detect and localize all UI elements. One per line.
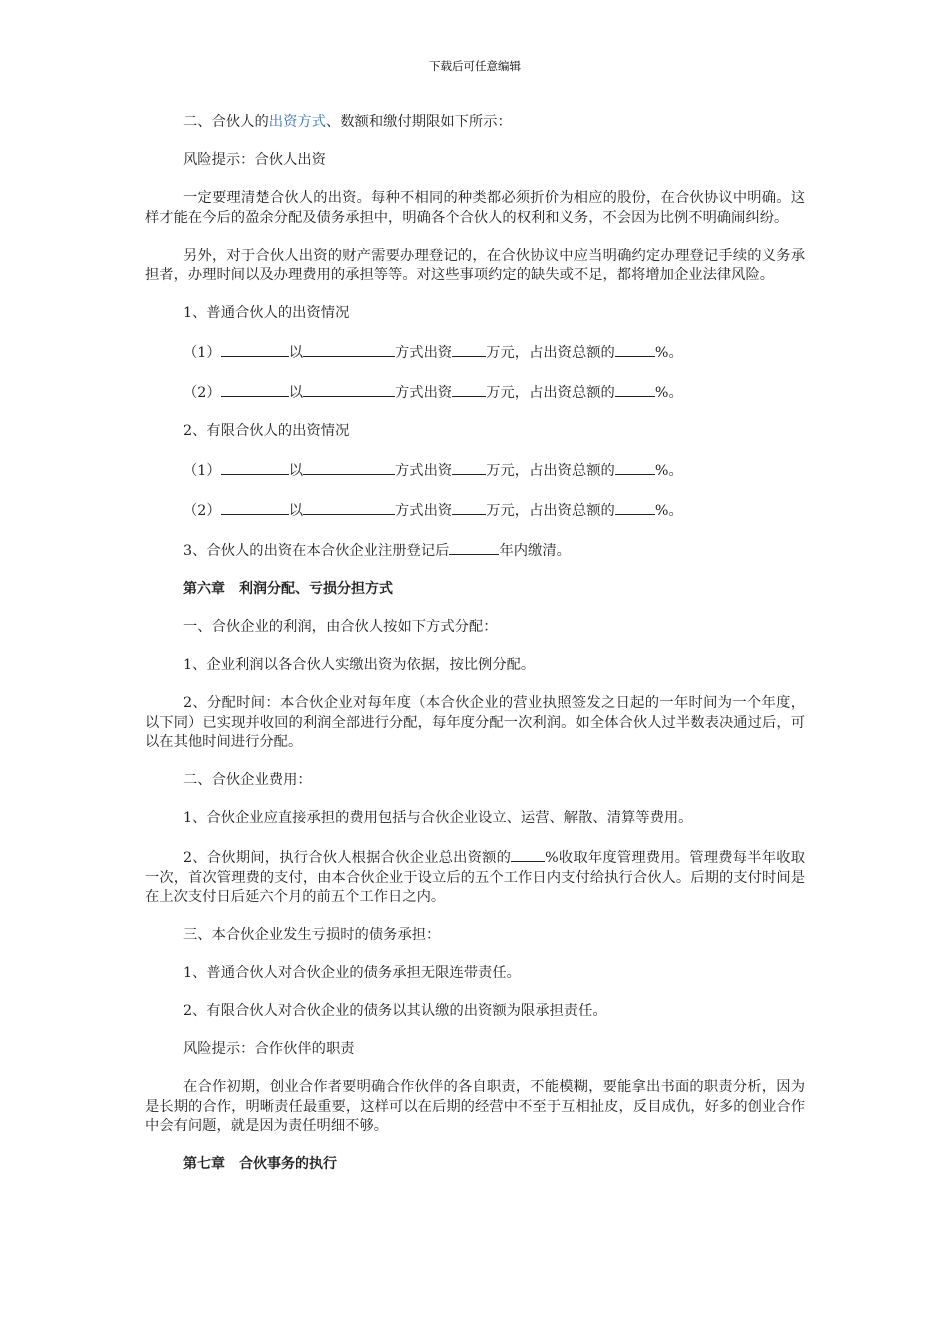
text-segment: （1） bbox=[183, 345, 221, 361]
text-segment: 以 bbox=[288, 503, 303, 519]
text-segment: %。 bbox=[654, 345, 683, 361]
paragraph: 1、企业利润以各合伙人实缴出资为依据，按比例分配。 bbox=[183, 657, 536, 673]
risk-tip-heading: 风险提示：合作伙伴的职责 bbox=[183, 1041, 355, 1057]
fill-in-row bbox=[145, 382, 805, 404]
paragraph: 1、普通合伙人的出资情况 bbox=[183, 305, 350, 321]
blank-field bbox=[615, 500, 655, 515]
document-body bbox=[145, 113, 805, 1193]
fill-in-row bbox=[145, 540, 805, 562]
paragraph: 三、本合伙企业发生亏损时的债务承担： bbox=[183, 927, 441, 943]
text-segment: 年内缴清。 bbox=[499, 543, 571, 559]
blank-field bbox=[303, 342, 395, 357]
text-segment: 万元，占出资总额的 bbox=[486, 345, 615, 361]
text-segment: 方式出资 bbox=[395, 463, 453, 479]
text-segment: 方式出资 bbox=[395, 385, 453, 401]
text-segment: 以 bbox=[288, 345, 303, 361]
blank-field bbox=[221, 342, 289, 357]
blank-field bbox=[615, 342, 655, 357]
fill-in-row bbox=[145, 460, 805, 482]
paragraph: 2、有限合伙人对合伙企业的债务以其认缴的出资额为限承担责任。 bbox=[183, 1003, 607, 1019]
blank-field bbox=[452, 342, 486, 357]
paragraph: 1、合伙企业应直接承担的费用包括与合伙企业设立、运营、解散、清算等费用。 bbox=[183, 810, 693, 826]
blank-field bbox=[452, 382, 486, 397]
text-segment: 万元，占出资总额的 bbox=[486, 503, 615, 519]
blank-field bbox=[303, 500, 395, 515]
text-segment: 3、合伙人的出资在本合伙企业注册登记后 bbox=[183, 543, 450, 559]
text-segment: （2） bbox=[183, 385, 221, 401]
text-segment: 方式出资 bbox=[395, 345, 453, 361]
fill-in-row bbox=[145, 500, 805, 522]
paragraph-management-fee bbox=[145, 847, 805, 908]
fill-in-row bbox=[145, 342, 805, 364]
paragraph: 一定要理清楚合伙人的出资。每种不相同的种类都必须折价为相应的股份，在合伙协议中明确。这样才能在今后的盈余分配及债务承担中，明确各个合伙人的权利和义务，不会因为比例不明确闹纠纷。 bbox=[145, 190, 805, 226]
page-header: 下载后可任意编辑 bbox=[429, 59, 521, 73]
text-segment: 2、合伙期间，执行合伙人根据合伙企业总出资额的 bbox=[183, 850, 512, 866]
risk-tip-heading: 风险提示：合伙人出资 bbox=[183, 152, 326, 168]
blank-field bbox=[303, 460, 395, 475]
text-segment: 以 bbox=[288, 385, 303, 401]
blank-field bbox=[221, 460, 289, 475]
blank-field bbox=[303, 382, 395, 397]
paragraph: 一、合伙企业的利润，由合伙人按如下方式分配： bbox=[183, 619, 498, 635]
blank-field bbox=[615, 460, 655, 475]
chapter-seven-heading: 第七章 合伙事务的执行 bbox=[183, 1156, 337, 1172]
chapter-six-heading: 第六章 利润分配、亏损分担方式 bbox=[183, 581, 393, 597]
text-segment: 万元，占出资总额的 bbox=[486, 463, 615, 479]
paragraph: 2、有限合伙人的出资情况 bbox=[183, 423, 350, 439]
paragraph: 2、分配时间：本合伙企业对每年度（本合伙企业的营业执照签发之日起的一年时间为一个年度，以下同）已实现并收回的利润全部进行分配，每年度分配一次利润。如全体合伙人过半数表决通过后，可以在其他时间进行分配。 bbox=[145, 695, 805, 750]
text-segment: 二、合伙人的 bbox=[183, 114, 269, 130]
paragraph: 二、合伙企业费用： bbox=[183, 772, 312, 788]
blank-field bbox=[449, 540, 499, 555]
blank-field bbox=[452, 460, 486, 475]
contribution-method-link[interactable]: 出资方式 bbox=[268, 114, 326, 130]
text-segment: 、数额和缴付期限如下所示： bbox=[325, 114, 512, 130]
blank-field bbox=[511, 847, 545, 862]
text-segment: %收取年度管理费用。管理费每半年收取一次，首次管理费的支付，由本合伙企业于设立后的五个工作日内支付给执行合伙人。后期的支付时间是在上次支付日后延六个月的前五个工作日之内。 bbox=[145, 850, 805, 905]
paragraph: 另外，对于合伙人出资的财产需要办理登记的，在合伙协议中应当明确约定办理登记手续的义务承担者，办理时间以及办理费用的承担等等。对这些事项约定的缺失或不足，都将增加企业法律风险。 bbox=[145, 247, 805, 283]
paragraph: 1、普通合伙人对合伙企业的债务承担无限连带责任。 bbox=[183, 965, 521, 981]
text-segment: %。 bbox=[654, 385, 683, 401]
blank-field bbox=[221, 382, 289, 397]
blank-field bbox=[221, 500, 289, 515]
text-segment: （1） bbox=[183, 463, 221, 479]
text-segment: 万元，占出资总额的 bbox=[486, 385, 615, 401]
paragraph: 在合作初期，创业合作者要明确合作伙伴的各自职责，不能模糊，要能拿出书面的职责分析，因为是长期的合作，明晰责任最重要，这样可以在后期的经营中不至于互相扯皮，反目成仇，好多的创业合作中会有问题，就是因为责任明细不够。 bbox=[145, 1079, 805, 1134]
text-segment: %。 bbox=[654, 463, 683, 479]
text-segment: 以 bbox=[288, 463, 303, 479]
text-segment: 方式出资 bbox=[395, 503, 453, 519]
paragraph-contribution-intro bbox=[145, 113, 805, 133]
blank-field bbox=[452, 500, 486, 515]
text-segment: %。 bbox=[654, 503, 683, 519]
blank-field bbox=[615, 382, 655, 397]
text-segment: （2） bbox=[183, 503, 221, 519]
